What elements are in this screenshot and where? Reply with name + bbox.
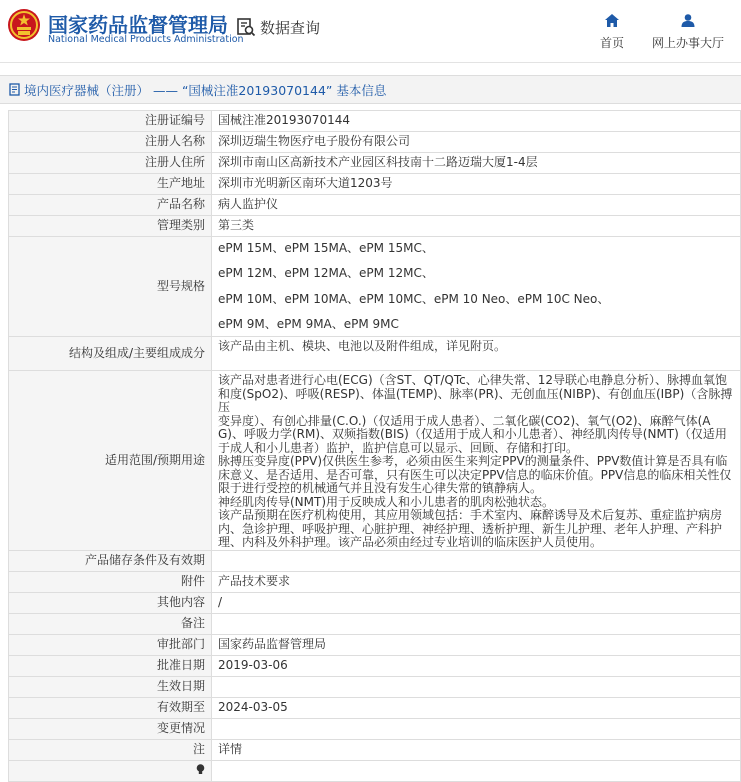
use-line: G)、呼吸力学(RM)、双频指数(BIS)（仅适用于成人和小儿患者）、神经肌肉传导(NMT)（仅适用 [218,427,727,441]
note-value-cell [212,760,741,781]
row-value: 产品技术要求 [212,571,741,592]
table-row [9,739,741,760]
site-header [0,0,741,62]
row-value [212,613,741,634]
row-value: 2019-03-06 [212,655,741,676]
table-row [9,132,741,153]
use-line: 理、内科及外科护理。该产品必须由经过专业培训的临床医护人员使用。 [218,535,603,549]
document-icon [9,83,21,96]
record-title: 境内医疗器械（注册） —— “国械注准20193070144” 基本信息 [24,82,387,98]
table-row [9,337,741,371]
home-icon [605,14,619,27]
table-row [9,634,741,655]
row-value: 详情 [212,739,741,760]
row-label: 注册人名称 [9,132,212,153]
row-label: 结构及组成/主要组成成分 [9,337,212,371]
table-row [9,760,741,781]
use-line: 限于进行受控的机械通气并且没有发生心律失常的镇静病人。 [218,481,543,495]
data-query-label: 数据查询 [260,18,321,37]
row-label: 型号规格 [9,237,212,337]
model-line: ePM 10M、ePM 10MA、ePM 10MC、ePM 10 Neo、ePM 10C Neo、 [218,291,610,306]
use-line: 神经肌肉传导(NMT)用于反映成人和小儿患者的肌肉松弛状态。 [218,494,555,509]
model-line: ePM 9M、ePM 9MA、ePM 9MC [218,317,399,331]
row-value [212,550,741,571]
nav-online-office[interactable] [648,12,728,51]
table-row [9,676,741,697]
table-row [9,613,741,634]
table-row [9,195,741,216]
table-row [9,153,741,174]
nav-office-label: 网上办事大厅 [651,36,724,50]
org-name-cn[interactable]: 国家药品监督管理局 [48,13,228,37]
table-row [9,111,741,132]
use-line: 变异度）、有创心排量(C.O.)（仅适用于成人患者）、二氧化碳(CO2)、氧气(O2)、麻醉气体(A [218,413,711,428]
table-row [9,697,741,718]
table-row [9,718,741,739]
header-divider [0,62,741,63]
row-value: 深圳迈瑞生物医疗电子股份有限公司 [212,132,741,153]
row-value: / [212,592,741,613]
table-row [9,174,741,195]
row-label: 产品储存条件及有效期 [9,550,212,571]
record-title-bar [0,75,741,104]
model-spec-cell [212,237,741,337]
user-icon [681,14,695,27]
row-label: 其他内容 [9,592,212,613]
row-label: 管理类别 [9,216,212,237]
nav-home-label: 首页 [599,36,624,50]
row-label: 生产地址 [9,174,212,195]
national-emblem-icon[interactable] [7,8,41,42]
table-row [9,592,741,613]
row-label: 附件 [9,571,212,592]
table-row [9,571,741,592]
row-label: 变更情况 [9,718,212,739]
row-value [212,676,741,697]
use-line: 该产品对患者进行心电(ECG)（含ST、QT/QTc、心律失常、12导联心电静息分析）、脉搏血氧饱 [218,373,727,387]
row-value: 深圳市光明新区南环大道1203号 [212,174,741,195]
use-line: 和度(SpO2)、呼吸(RESP)、体温(TEMP)、脉率(PR)、无创血压(NIBP)、有创血压(IBP)（含脉搏压 [218,386,733,414]
table-row [9,655,741,676]
row-label: 生效日期 [9,676,212,697]
row-value: 国家药品监督管理局 [212,634,741,655]
model-line: ePM 12M、ePM 12MA、ePM 12MC、 [218,266,434,280]
row-label: 注册人住所 [9,153,212,174]
org-name-en[interactable]: National Medical Products Administration [48,34,244,45]
row-value: 2024-03-05 [212,697,741,718]
row-value: 国械注准20193070144 [212,111,741,132]
table-row [9,237,741,337]
search-doc-icon [236,17,256,37]
note-label-cell [9,760,212,781]
row-label: 适用范围/预期用途 [9,371,212,551]
row-label: 产品名称 [9,195,212,216]
use-line: 床意义、是否适用、是否可靠，只有医生可以决定PPV信息的临床价值。PPV信息的临床相关性仅 [218,467,732,482]
row-value: 病人监护仪 [212,195,741,216]
data-query-link[interactable] [236,15,320,39]
row-value: 该产品由主机、模块、电池以及附件组成，详见附页。 [212,337,741,371]
row-value: 第三类 [212,216,741,237]
row-label: 注 [9,739,212,760]
model-line: ePM 15M、ePM 15MA、ePM 15MC、 [218,240,434,255]
nav-home[interactable] [594,12,630,51]
lightbulb-icon [196,764,205,775]
registration-info-table [8,110,741,782]
use-line: 脉搏压变异度(PPV)仅供医生参考，必须由医生来判定PPV的测量条件、PPV数值计算是否具有临 [218,454,728,468]
use-line: 于成人和小儿患者）监护，监护信息可以显示、回顾、存储和打印。 [218,440,579,455]
table-row [9,371,741,551]
use-line: 该产品预期在医疗机构使用，其应用领域包括：手术室内、麻醉诱导及术后复苏、重症监护病房 [218,508,723,522]
row-label: 备注 [9,613,212,634]
table-row [9,550,741,571]
row-label: 批准日期 [9,655,212,676]
row-value: 深圳市南山区高新技术产业园区科技南十二路迈瑞大厦1-4层 [212,153,741,174]
row-label: 有效期至 [9,697,212,718]
intended-use-cell [212,371,741,551]
row-label: 审批部门 [9,634,212,655]
table-row [9,216,741,237]
row-label: 注册证编号 [9,111,212,132]
use-line: 内、急诊护理、呼吸护理、心脏护理、神经护理、透析护理、新生儿护理、老年人护理、产科护 [218,521,723,536]
row-value [212,718,741,739]
